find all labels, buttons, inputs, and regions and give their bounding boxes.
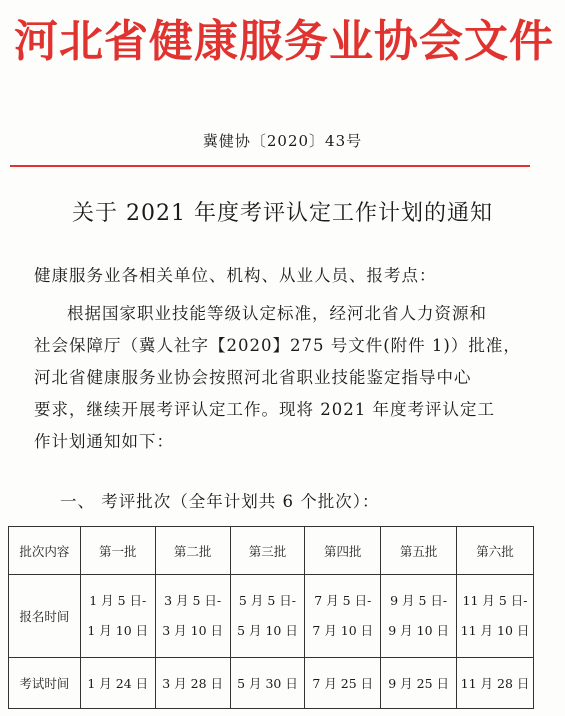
notice-title: 关于 2021 年度考评认定工作计划的通知 xyxy=(72,201,493,226)
cell-line: 3 月 5 日- xyxy=(164,593,222,608)
table-header-cell: 第六批 xyxy=(457,527,534,575)
table-cell xyxy=(457,575,534,658)
paragraph-line: 作计划通知如下： xyxy=(34,432,174,451)
table-cell: 1 月 24 日 xyxy=(80,658,155,709)
cell-line: 11 月 5 日- xyxy=(462,593,528,608)
table-header-cell: 第四批 xyxy=(305,527,381,575)
row-label-registration: 报名时间 xyxy=(9,575,81,658)
paragraph-line: 社会保障厅（冀人社字【2020】275 号文件(附件 1)）批准， xyxy=(34,336,521,355)
table-header-cell: 第五批 xyxy=(381,527,457,575)
document-number: 冀健协〔2020〕43号 xyxy=(202,132,363,150)
table-cell: 5 月 30 日 xyxy=(230,658,305,709)
body-paragraph xyxy=(34,298,534,458)
table-header-cell: 第二批 xyxy=(155,527,230,575)
cell-line: 1 月 10 日 xyxy=(87,623,149,638)
table-cell: 9 月 25 日 xyxy=(381,658,457,709)
table-cell: 3 月 28 日 xyxy=(155,658,230,709)
table-row xyxy=(9,658,534,709)
table-header-cell: 批次内容 xyxy=(9,527,81,575)
cell-line: 1 月 5 日- xyxy=(89,593,147,608)
section-heading: 一、 考评批次（全年计划共 6 个批次）： xyxy=(60,492,380,511)
paragraph-line: 要求，继续开展考评认定工作。现将 2021 年度考评认定工 xyxy=(34,400,495,419)
table-cell: 7 月 25 日 xyxy=(305,658,381,709)
table-header-row xyxy=(9,527,534,575)
table-cell: 11 月 28 日 xyxy=(457,658,534,709)
red-divider-line xyxy=(10,165,530,167)
cell-line: 5 月 10 日 xyxy=(237,623,298,638)
schedule-table xyxy=(8,526,534,709)
cell-line: 3 月 10 日 xyxy=(162,623,223,638)
cell-line: 7 月 10 日 xyxy=(312,623,374,638)
paragraph-line: 根据国家职业技能等级认定标准，经河北省人力资源和 xyxy=(67,304,487,323)
table-row xyxy=(9,575,534,658)
cell-line: 9 月 10 日 xyxy=(388,623,450,638)
table-cell xyxy=(80,575,155,658)
table-header-cell: 第一批 xyxy=(80,527,155,575)
table-cell xyxy=(305,575,381,658)
table-cell xyxy=(155,575,230,658)
paragraph-line: 河北省健康服务业协会按照河北省职业技能鉴定指导中心 xyxy=(34,368,472,387)
document-header-title: 河北省健康服务业协会文件 xyxy=(14,16,554,67)
salutation: 健康服务业各相关单位、机构、从业人员、报考点： xyxy=(34,266,437,285)
row-label-exam: 考试时间 xyxy=(9,658,81,709)
cell-line: 9 月 5 日- xyxy=(390,593,448,608)
table-cell xyxy=(230,575,305,658)
cell-line: 11 月 10 日 xyxy=(460,623,530,638)
cell-line: 5 月 5 日- xyxy=(238,593,296,608)
table-cell xyxy=(381,575,457,658)
table-header-cell: 第三批 xyxy=(230,527,305,575)
cell-line: 7 月 5 日- xyxy=(314,593,372,608)
